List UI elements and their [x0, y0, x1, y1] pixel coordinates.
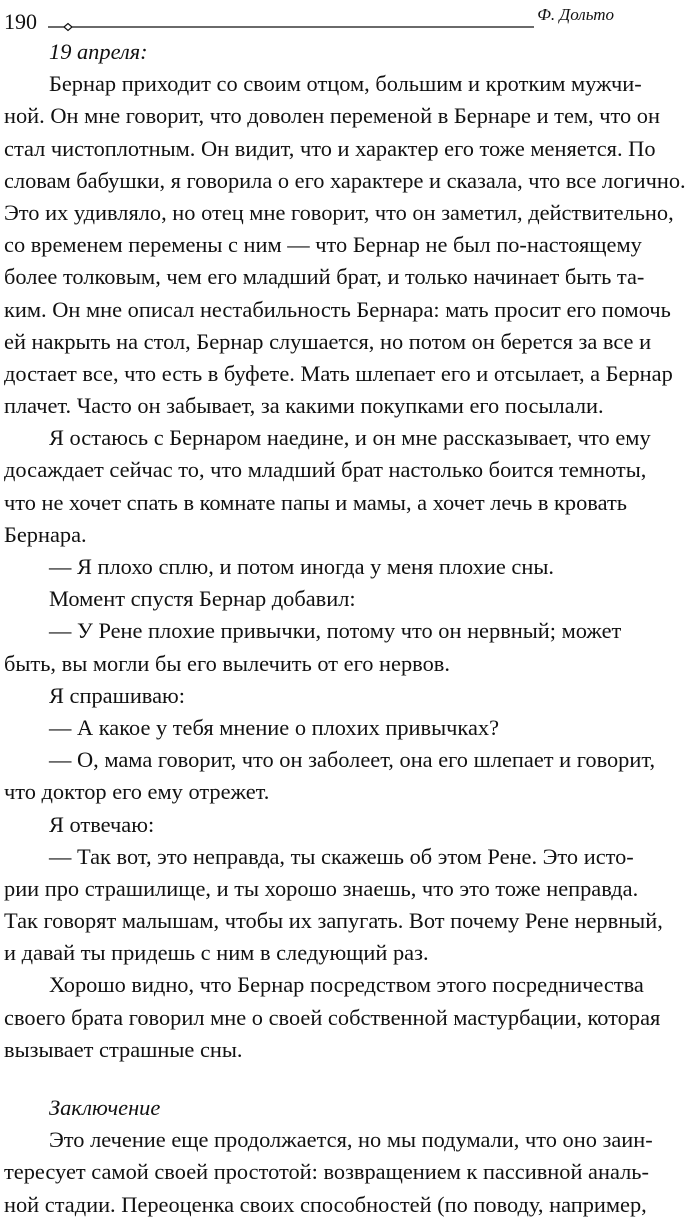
text-line: ной стадии. Переоценка своих способностей (по поводу, например, [4, 1191, 647, 1217]
text-line: тересует самой своей простотой: возвращением к пассивной аналь- [4, 1159, 649, 1185]
page-number: 190 [4, 9, 37, 34]
text-line: стал чистоплотным. Он видит, что и характер его тоже меняется. По [4, 135, 656, 161]
text-line: достает все, что есть в буфете. Мать шлепает его и отсылает, а Бернар [4, 360, 673, 386]
paragraph [4, 551, 616, 583]
text-line: Я спрашиваю: [49, 682, 185, 708]
text-line: Хорошо видно, что Бернар посредством этого посредничества [49, 972, 644, 998]
header-rule [48, 22, 534, 32]
paragraph [4, 68, 686, 422]
text-line: — А какое у тебя мнение о плохих привычках? [49, 714, 500, 740]
text-line: со временем перемены с ним — что Бернар не был по-настоящему [4, 232, 642, 258]
paragraph [4, 969, 661, 1066]
text-line: своего брата говорил мне о своей собственной мастурбации, которая [4, 1004, 661, 1030]
diamond-ornament-icon [64, 24, 72, 31]
text-line: Я отвечаю: [49, 811, 155, 837]
text-line: что доктор его ему отрежет. [4, 779, 270, 805]
paragraph [4, 712, 616, 744]
paragraph [4, 615, 622, 679]
text-line: ей накрыть на стол, Бернар слушается, но потом он берется за все и [4, 328, 652, 354]
text-line: Я остаюсь с Бернаром наедине, и он мне рассказывает, что ему [49, 425, 651, 451]
text-line: вызывает страшные сны. [4, 1036, 243, 1062]
section-body-conclusion [4, 1124, 653, 1221]
section-body [4, 68, 686, 1066]
text-line: словам бабушки, я говорила о его характере и сказала, что все логично. [4, 167, 686, 193]
paragraph [4, 1124, 653, 1221]
page-header [0, 0, 620, 40]
text-line: Бернар приходит со своим отцом, большим и кротким мужчи- [49, 71, 642, 97]
text-line: ной. Он мне говорит, что доволен переменой в Бернаре и тем, что он [4, 103, 660, 129]
text-line: быть, вы могли бы его вылечить от его нервов. [4, 650, 450, 676]
text-line: плачет. Часто он забывает, за какими покупками его посылали. [4, 393, 604, 419]
paragraph [4, 680, 616, 712]
entry-date: 19 апреля: [49, 39, 148, 64]
paragraph [4, 841, 663, 970]
paragraph [4, 809, 616, 841]
text-line: — Так вот, это неправда, ты скажешь об этом Рене. Это исто- [49, 843, 634, 869]
paragraph [4, 583, 616, 615]
page-body [4, 36, 686, 1221]
paragraph [4, 744, 656, 808]
text-line: что не хочет спать в комнате папы и мамы, а хочет лечь в кровать [4, 489, 627, 515]
text-line: Это их удивляло, но отец мне говорит, что он заметил, действительно, [4, 199, 674, 225]
section-gap [4, 1066, 616, 1092]
text-line: Так говорят малышам, чтобы их запугать. Вот почему Рене нервный, [4, 908, 663, 934]
text-line: рии про страшилище, и ты хорошо знаешь, что это тоже неправда. [4, 875, 639, 901]
text-line: досаждает сейчас то, что младший брат настолько боится темноты, [4, 457, 647, 483]
text-line: более толковым, чем его младший брат, и только начинает быть та- [4, 264, 645, 290]
text-line: Это лечение еще продолжается, но мы подумали, что оно заин- [49, 1127, 653, 1153]
text-line: Бернара. [4, 521, 87, 547]
running-head: Ф. Дольто [537, 5, 614, 24]
section-heading: Заключение [49, 1095, 161, 1120]
text-line: — У Рене плохие привычки, потому что он нервный; может [49, 618, 622, 644]
text-line: — Я плохо сплю, и потом иногда у меня плохие сны. [49, 554, 554, 579]
text-line: и давай ты придешь с ним в следующий раз. [4, 940, 429, 966]
text-line: ким. Он мне описал нестабильность Бернара: мать просит его помочь [4, 296, 671, 322]
text-line: Момент спустя Бернар добавил: [49, 586, 356, 612]
paragraph [4, 422, 651, 551]
text-line: — О, мама говорит, что он заболеет, она его шлепает и говорит, [49, 747, 656, 773]
